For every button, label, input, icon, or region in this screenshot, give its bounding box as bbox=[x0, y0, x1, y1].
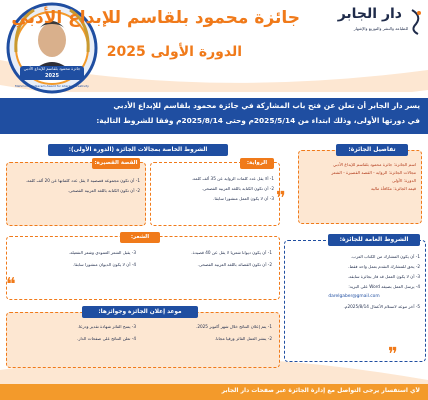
page-title: جائزة محمود بلقاسم للإبداع الأدبي bbox=[11, 8, 300, 28]
quote-mark-icon: ❝ bbox=[6, 274, 16, 295]
story-line-2: 2- أن تكون الكتابة باللغة العربية الفصحى. bbox=[67, 188, 140, 193]
publisher-logo bbox=[306, 6, 424, 46]
poetry-line-4: 4- أن لا يكون الديوان منشورا سابقا. bbox=[73, 262, 136, 267]
poetry-title: الشعر: bbox=[120, 232, 160, 243]
details-title-ribbon: تفاصيل الجائزة: bbox=[336, 144, 408, 156]
footer-text: لأي استفسار يرجى التواصل مع إدارة الجائزة عبر صفحات دار الجابر bbox=[221, 387, 420, 394]
intro-line-2: في دورتها الأولى، وذلك ابتداء من 2025/5/14م وحتى 2025/8/14م وفقا للشروط التالية: bbox=[96, 116, 420, 125]
general-line-6: 5- آخر موعد لاستلام الأعمال 2025/8/14م. bbox=[343, 304, 420, 309]
novel-line-1: 1- ألا يقل عدد كلمات الرواية عن 35 ألف كلمة. bbox=[191, 176, 274, 181]
novel-title: الرواية: bbox=[240, 158, 274, 169]
portrait-year: 2025 bbox=[45, 73, 59, 79]
contact-email[interactable]: darelgaber@gmail.com bbox=[328, 294, 380, 299]
story-line-1: 1- أن تكون مجموعة قصصية لا يقل عدد كلماتها عن 20 ألف كلمة. bbox=[25, 178, 140, 183]
dates-line-3: 3- يمنح الفائز شهادة تقدير ودرعا. bbox=[77, 324, 136, 329]
logo-mark-icon bbox=[408, 8, 424, 36]
general-line-1: 1- أن يكون المشارك من الكتاب العرب. bbox=[350, 254, 420, 259]
logo-subtext: للطباعة والنشر والتوزيع والإشهار bbox=[353, 26, 408, 31]
general-line-4: 4- يرسل العمل بصيغة Word على البريد: bbox=[348, 284, 420, 289]
general-title-ribbon: الشروط العامة للجائزة: bbox=[328, 234, 420, 246]
novel-card bbox=[150, 162, 280, 226]
dates-line-1: 1- يتم إعلان النتائج خلال شهر أكتوبر 2025. bbox=[195, 324, 272, 329]
quote-mark-icon: ❞ bbox=[388, 344, 398, 365]
portrait-latin: Mahmoud Belkacem Award for Literary Creativity bbox=[15, 84, 89, 88]
details-line-3: الدورة: الأولى bbox=[392, 178, 416, 183]
general-line-3: 3- أن لا يكون العمل قد فاز بجائزة سابقة. bbox=[347, 274, 420, 279]
novel-line-3: 3- أن لا يكون العمل منشورا سابقا. bbox=[213, 196, 274, 201]
details-line-2: مجالات الجائزة: الرواية - القصة القصيرة - الشعر bbox=[331, 170, 416, 175]
details-line-1: اسم الجائزة: جائزة محمود بلقاسم للإبداع الأدبي bbox=[333, 162, 416, 167]
general-line-2: 2- يحق للمشارك التقدم بعمل واحد فقط. bbox=[348, 264, 420, 269]
poetry-card bbox=[6, 236, 280, 300]
poetry-line-1: 1- أن يكون ديوانا شعريا لا يقل عن 40 قصيدة. bbox=[191, 250, 272, 255]
logo-text: دار الجابر bbox=[337, 6, 402, 22]
portrait-caption: جائزة محمود بلقاسم للإبداع الأدبي bbox=[23, 66, 81, 71]
dates-line-2: 2- ينشر العمل الفائز ورقيا مجانا. bbox=[214, 336, 272, 341]
quote-mark-icon: ❞ bbox=[276, 188, 286, 209]
edition-label: الدورة الأولى 2025 bbox=[106, 44, 242, 60]
details-line-4: قيمة الجائزة: مكافأة مالية bbox=[370, 186, 416, 191]
dates-line-4: 4- تعلن النتائج على صفحات الدار. bbox=[77, 336, 136, 341]
dates-title-ribbon: موعد إعلان الجائزة وجوائزها: bbox=[82, 306, 198, 318]
poetry-line-2: 2- أن تكون القصائد باللغة العربية الفصحى. bbox=[197, 262, 272, 267]
poetry-line-3: 3- يقبل الشعر العمودي وشعر التفعيلة. bbox=[68, 250, 136, 255]
story-card bbox=[6, 162, 146, 226]
intro-line-1: يسر دار الجابر أن تعلن عن فتح باب المشاركة في جائزة محمود بلقاسم للإبداع الأدبي bbox=[113, 101, 420, 110]
novel-line-2: 2- أن تكون الكتابة باللغة العربية الفصحى. bbox=[201, 186, 274, 191]
fields-title-ribbon: الشروط الخاصة بمجالات الجائزة (الدورة الأولى): bbox=[48, 144, 228, 156]
story-title: القصة القصيرة: bbox=[92, 158, 140, 169]
